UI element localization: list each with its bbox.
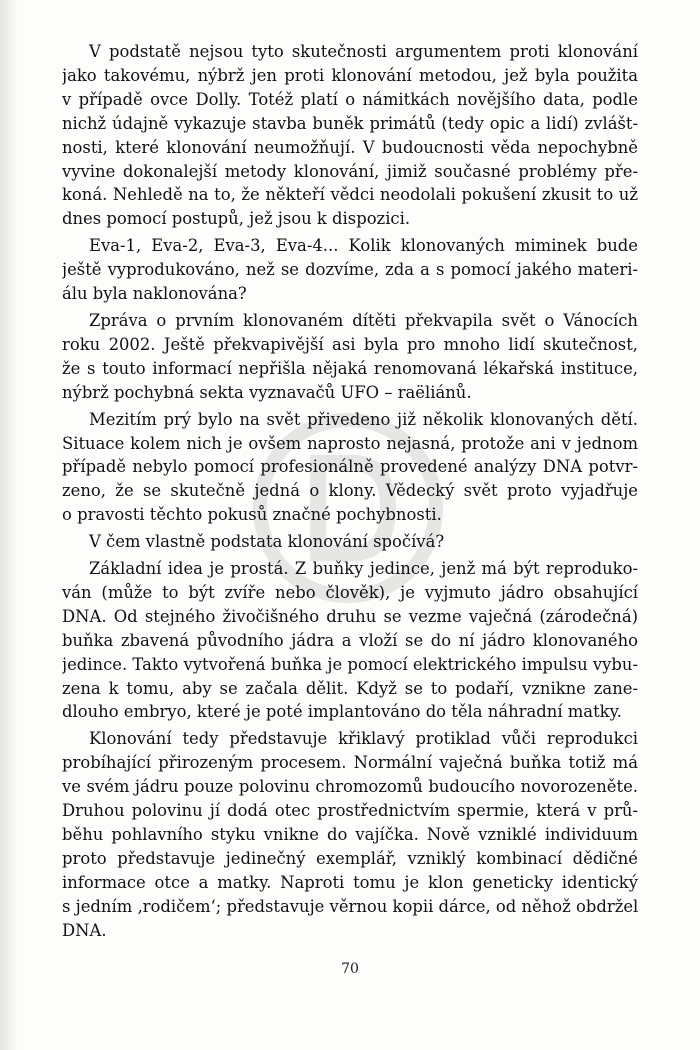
text-line: nosti, které klonování neumožňují. V budoucnosti věda nepochybně (62, 137, 638, 157)
text-line: jedince. Takto vytvořená buňka je pomocí elektrického impulsu vybu- (62, 654, 638, 674)
text-line: že s touto informací nepřišla nějaká renomovaná lékařská instituce, (62, 358, 638, 378)
text-line: o pravosti těchto pokusů značné pochybnosti. (62, 505, 442, 525)
paragraph (62, 408, 638, 528)
text-line: v případě ovce Dolly. Totéž platí o námitkách novějšího data, podle (62, 89, 638, 109)
text-line: proto představuje jedinečný exemplář, vzniklý kombinací dědičné (62, 848, 638, 868)
text-line: s jedním ‚rodičem‘; představuje věrnou kopii dárce, od něhož obdržel (62, 896, 638, 916)
text-line: Druhou polovinu jí dodá otec prostřednictvím spermie, která v prů- (62, 801, 638, 821)
text-line: probíhající přirozeným procesem. Normální vaječná buňka totiž má (62, 753, 638, 773)
text-line: dlouho embryo, které je poté implantováno do těla náhradní matky. (62, 702, 622, 722)
text-line: DNA. (62, 920, 107, 940)
text-line: Klonování tedy představuje křiklavý protiklad vůči reprodukci (89, 729, 638, 749)
text-line: Mezitím prý bylo na svět přivedeno již několik klonovaných dětí. (89, 409, 638, 429)
text-line: zena k tomu, aby se začala dělit. Když se to podaří, vznikne zane- (62, 678, 638, 698)
text-line: buňka zbavená původního jádra a vloží se do ní jádro klonovaného (62, 630, 638, 650)
text-line: roku 2002. Ještě překvapivější asi byla pro mnoho lidí skutečnost, (62, 334, 638, 354)
text-line: Situace kolem nich je ovšem naprosto nejasná, protože ani v jednom (62, 433, 638, 453)
text-line: ve svém jádru pouze polovinu chromozomů budoucího novorozeněte. (62, 777, 638, 797)
text-line: V podstatě nejsou tyto skutečnosti argumentem proti klonování (89, 42, 638, 61)
text-line: Zpráva o prvním klonovaném dítěti překvapila svět o Vánocích (89, 310, 638, 330)
text-line: Základní idea je prostá. Z buňky jedince, jenž má být reproduko- (89, 559, 638, 579)
text-line: dnes pomocí postupů, jež jsou k dispozici. (62, 209, 411, 229)
text-line: jako takovému, nýbrž jen proti klonování metodou, jež byla použita (62, 65, 638, 85)
text-line: případě nebylo pomocí profesionálně provedené analýzy DNA potvr- (62, 457, 638, 477)
text-line: álu byla naklonována? (62, 284, 247, 304)
text-line: nichž údajně vykazuje stavba buněk primátů (tedy opic a lidí) zvlášt- (62, 113, 638, 133)
page-number: 70 (341, 961, 359, 977)
paragraph (62, 530, 638, 554)
text-line: ván (může to být zvíře nebo člověk), je vyjmuto jádro obsahující (62, 582, 638, 602)
text-line: Eva-1, Eva-2, Eva-3, Eva-4... Kolik klonovaných miminek bude (89, 236, 638, 256)
text-line: nýbrž pochybná sekta vyznavačů UFO – raëliánů. (62, 382, 472, 402)
page-edge-shadow (0, 0, 18, 1050)
paragraph (62, 557, 638, 724)
paragraph (62, 727, 638, 942)
paragraph (62, 234, 638, 306)
text-line: zeno, že se skutečně jedná o klony. Vědecký svět proto vyjadřuje (62, 481, 638, 501)
text-line: vyvine dokonalejší metody klonování, jimiž současné problémy pře- (62, 161, 638, 181)
paragraph (62, 309, 638, 405)
text-line: koná. Nehledě na to, že někteří vědci neodolali pokušení zkusit to už (62, 185, 638, 205)
body-text (62, 40, 638, 946)
text-line: ještě vyprodukováno, než se dozvíme, zda a s pomocí jakého materi- (62, 260, 638, 280)
text-line: informace otce a matky. Naproti tomu je klon geneticky identický (62, 872, 638, 892)
text-line: běhu pohlavního styku vnikne do vajíčka. Nově vzniklé individuum (62, 825, 638, 844)
text-line: V čem vlastně podstata klonování spočívá? (89, 532, 445, 552)
paragraph (62, 40, 638, 231)
text-line: DNA. Od stejného živočišného druhu se vezme vaječná (zárodečná) (62, 606, 638, 626)
